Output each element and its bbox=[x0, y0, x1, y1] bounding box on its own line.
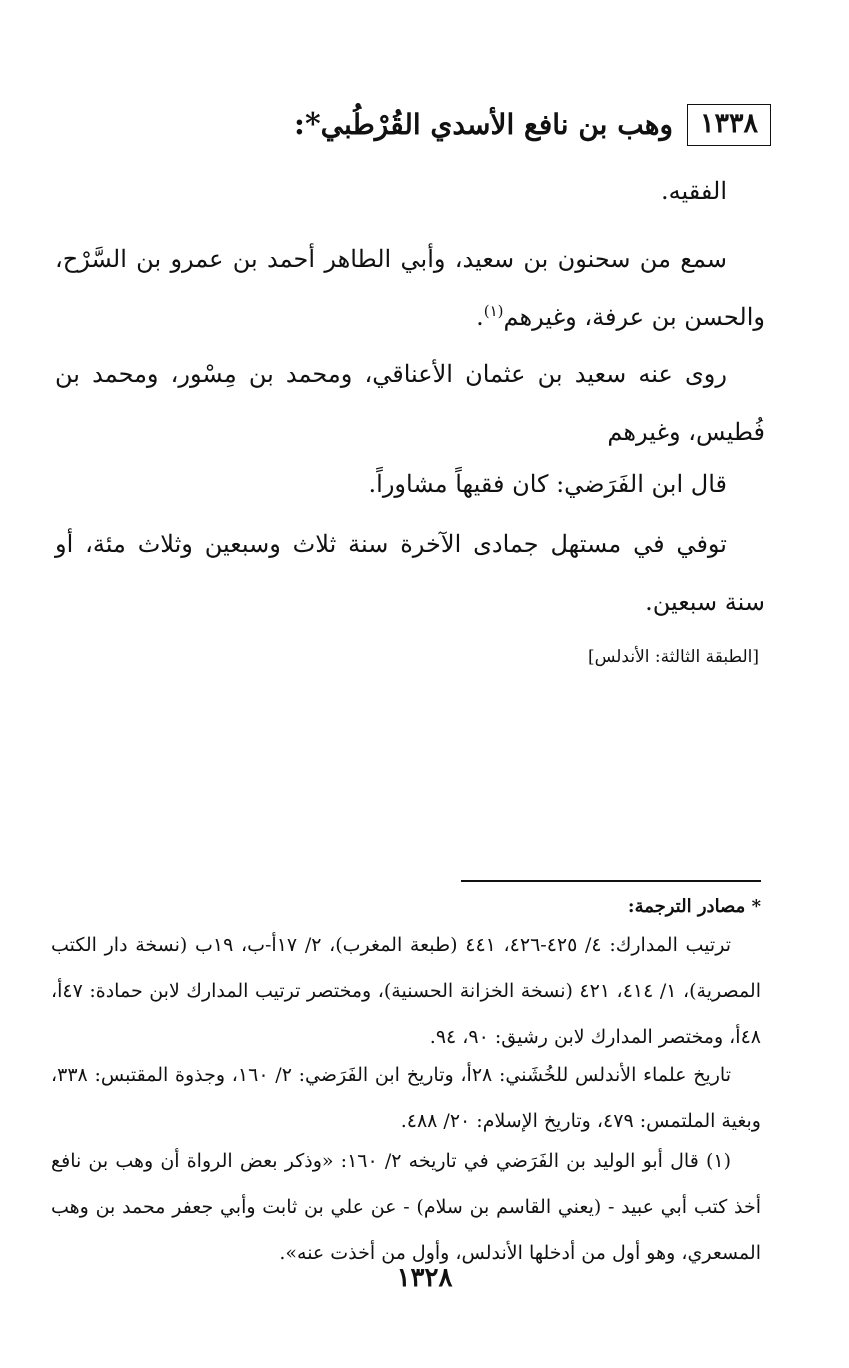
paragraph-teachers bbox=[55, 230, 765, 346]
teachers-end: . bbox=[476, 303, 484, 331]
entry-number-box: ١٣٣٨ bbox=[687, 104, 771, 146]
footnote-sources-1: ترتيب المدارك: ٤/ ٤٢٥-٤٢٦، ٤٤١ (طبعة المغرب)، ٢/ ١٧أ-ب، ١٩ب (نسخة دار الكتب المصرية)، ١/ ٤١٤، ٤٢١ (نسخة الخزانة الحسنية)، ومختصر ترتيب المدارك لابن حمادة: ٤٧أ، ٤٨أ، ومختصر المدارك لابن رشيق: ٩٠، ٩٤. bbox=[51, 934, 761, 1048]
source-asterisk: *: bbox=[293, 107, 321, 142]
footnote-heading: * مصادر الترجمة: bbox=[627, 896, 761, 917]
footnote-divider bbox=[461, 880, 761, 882]
entry-name: وهب بن نافع الأسدي القُرْطُبي bbox=[320, 108, 673, 141]
entry-title bbox=[294, 105, 673, 145]
footnote-note-1: (١) قال أبو الوليد بن الفَرَضي في تاريخه ٢/ ١٦٠: «وذكر بعض الرواة أن وهب بن نافع أخذ كتب أبي عبيد - (يعني القاسم بن سلام) - عن علي بن ثابت وأبي جعفر محمد بن وهب المسعري، وهو أول من أدخلها الأندلس، وأول من أخذت عنه». bbox=[51, 1150, 761, 1264]
footnote-sources-2: تاريخ علماء الأندلس للخُشَني: ٢٨أ، وتاريخ ابن الفَرَضي: ٢/ ١٦٠، وجذوة المقتبس: ٣٣٨، وبغية الملتمس: ٤٧٩، وتاريخ الإسلام: ٢٠/ ٤٨٨. bbox=[51, 1064, 761, 1132]
paragraph-death: توفي في مستهل جمادى الآخرة سنة ثلاث وسبعين وثلاث مئة، أو سنة سبعين. bbox=[55, 530, 765, 616]
entry-header bbox=[60, 104, 771, 146]
teachers-text: سمع من سحنون بن سعيد، وأبي الطاهر أحمد بن عمرو بن السَّرْح، والحسن بن عرفة، وغيرهم bbox=[55, 245, 765, 331]
tabaqa-label: [الطبقة الثالثة: الأندلس] bbox=[587, 647, 759, 667]
page-number: ١٣٢٨ bbox=[396, 1263, 453, 1293]
paragraph-quote: قال ابن الفَرَضي: كان فقيهاً مشاوراً. bbox=[368, 470, 727, 498]
paragraph-faqih: الفقيه. bbox=[661, 177, 727, 205]
footnote-ref-1[interactable]: (١) bbox=[483, 302, 504, 320]
paragraph-students: روى عنه سعيد بن عثمان الأعناقي، ومحمد بن مِسْور، ومحمد بن فُطيس، وغيرهم bbox=[55, 360, 765, 446]
